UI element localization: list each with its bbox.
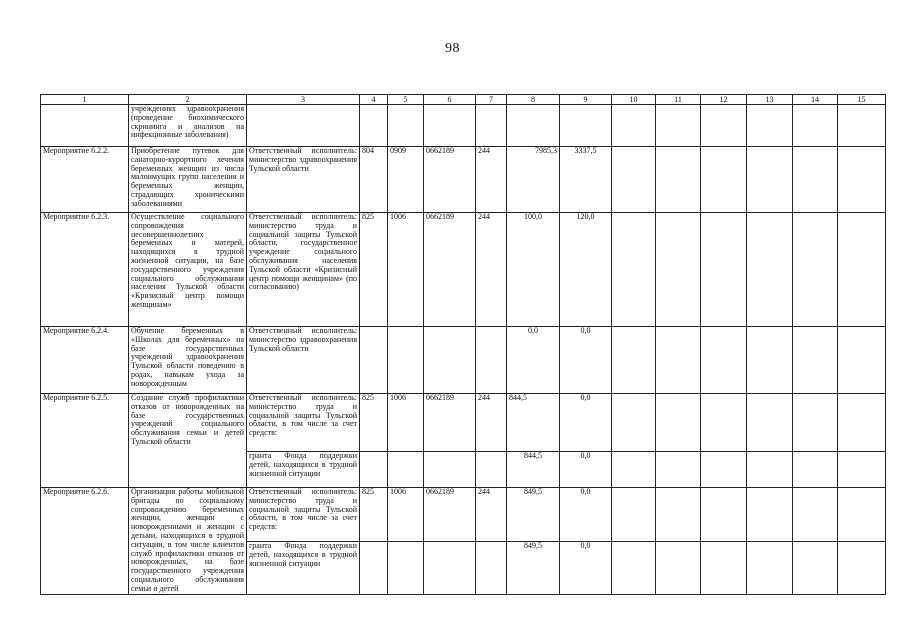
description-cell: учреждениях здравоохранения (проведение биохимического скрининга и анализов на инфекционные заболевания)	[129, 105, 247, 147]
table-row	[41, 213, 886, 327]
value-cell: 244	[476, 147, 507, 213]
event-cell: Мероприятие 6.2.5.	[41, 394, 129, 488]
header-cell: 10	[612, 95, 656, 105]
description-cell: Организация работы мобильной бригады по социальному сопровождению беременных женщин, женщин с новорожденными и женщин с детьми, находящихся в трудной ситуации, в том числе клиентов служб профилактики отказов от новорожденных, на базе государственного учреждения социального обслуживания семьи и детей	[129, 488, 247, 595]
value-cell: 100,0	[507, 213, 560, 327]
value-cell: 0662189	[424, 213, 476, 327]
event-cell: Мероприятие 6.2.6.	[41, 488, 129, 595]
value-cell: 244	[476, 488, 507, 542]
value-cell: 849,5	[507, 542, 560, 594]
value-cell: 825	[360, 394, 388, 452]
header-cell: 12	[701, 95, 747, 105]
value-cell: 7985,3	[507, 147, 560, 213]
header-cell: 9	[560, 95, 612, 105]
value-cell: 0,0	[560, 452, 612, 488]
value-cell: 0662189	[424, 488, 476, 542]
header-cell: 3	[247, 95, 360, 105]
value-cell: 0,0	[507, 327, 560, 394]
value-cell: 0909	[388, 147, 424, 213]
value-cell: 1006	[388, 213, 424, 327]
description-cell: Приобретение путевок для санаторно-курортного лечения беременных женщин из числа малоимущих групп населения и беременных женщин, страдающих хроническими заболеваниями	[129, 147, 247, 213]
budget-table	[40, 94, 886, 595]
table-row	[41, 394, 886, 452]
header-cell: 6	[424, 95, 476, 105]
header-cell: 14	[793, 95, 838, 105]
header-cell: 7	[476, 95, 507, 105]
header-cell: 13	[747, 95, 793, 105]
header-cell: 5	[388, 95, 424, 105]
header-cell: 1	[41, 95, 129, 105]
value-cell: 0662189	[424, 394, 476, 452]
value-cell: 0,0	[560, 542, 612, 594]
value-cell: 120,0	[560, 213, 612, 327]
page-number: 98	[445, 41, 460, 56]
executor-cell: Ответственный исполнитель: министерство труда и социальной защиты Тульской области, в том числе за счет средств:	[247, 394, 360, 452]
value-cell: 0,0	[560, 394, 612, 452]
header-row	[41, 95, 886, 105]
executor-cell: Ответственный исполнитель: министерство труда и социальной защиты Тульской области, в том числе за счет средств:	[247, 488, 360, 542]
value-cell: 0,0	[560, 327, 612, 394]
value-cell: 1006	[388, 488, 424, 542]
value-cell: 825	[360, 213, 388, 327]
event-cell: Мероприятие 6.2.4.	[41, 327, 129, 394]
value-cell: 804	[360, 147, 388, 213]
header-cell: 8	[507, 95, 560, 105]
value-cell: 244	[476, 213, 507, 327]
value-cell: 1006	[388, 394, 424, 452]
header-cell: 11	[656, 95, 701, 105]
table-row	[41, 488, 886, 542]
value-cell: 0,0	[560, 488, 612, 542]
executor-cell: гранта Фонда поддержки детей, находящихся в трудной жизненной ситуации	[247, 452, 360, 488]
executor-cell: гранта Фонда поддержки детей, находящихся в трудной жизненной ситуации	[247, 542, 360, 594]
description-cell: Осуществление социального сопровождения несовершеннолетних беременных и матерей, находящихся в трудной жизненной ситуации, на базе государственного учреждения социального обслуживания населения Тульской области «Кризисный центр помощи женщинам»	[129, 213, 247, 327]
value-cell: 849,5	[507, 488, 560, 542]
table-row	[41, 105, 886, 147]
value-cell: 3337,5	[560, 147, 612, 213]
value-cell: 244	[476, 394, 507, 452]
value-cell: 0662189	[424, 147, 476, 213]
executor-cell	[247, 105, 360, 147]
description-cell: Создание служб профилактики отказов от новорожденных на базе государственных учреждений социального обслуживания семьи и детей Тульской области	[129, 394, 247, 488]
table-row	[41, 147, 886, 213]
description-cell: Обучение беременных в «Школах для беременных» на базе государственных учреждений здравоохранения Тульской области поведению в родах, навыкам ухода за новорожденным	[129, 327, 247, 394]
header-cell: 4	[360, 95, 388, 105]
event-cell	[41, 105, 129, 147]
table-row	[41, 327, 886, 394]
value-cell: 844,5	[507, 394, 560, 452]
executor-cell: Ответственный исполнитель: министерство здравоохранения Тульской области	[247, 327, 360, 394]
event-cell: Мероприятие 6.2.2.	[41, 147, 129, 213]
executor-cell: Ответственный исполнитель: министерство труда и социальной защиты Тульской области, государственное учреждение социального обслуживания населения Тульской области «Кризисный центр помощи женщинам» (по согласованию)	[247, 213, 360, 327]
header-cell: 2	[129, 95, 247, 105]
executor-cell: Ответственный исполнитель: министерство здравоохранения Тульской области	[247, 147, 360, 213]
event-cell: Мероприятие 6.2.3.	[41, 213, 129, 327]
value-cell: 844,5	[507, 452, 560, 488]
header-cell: 15	[838, 95, 886, 105]
value-cell: 825	[360, 488, 388, 542]
